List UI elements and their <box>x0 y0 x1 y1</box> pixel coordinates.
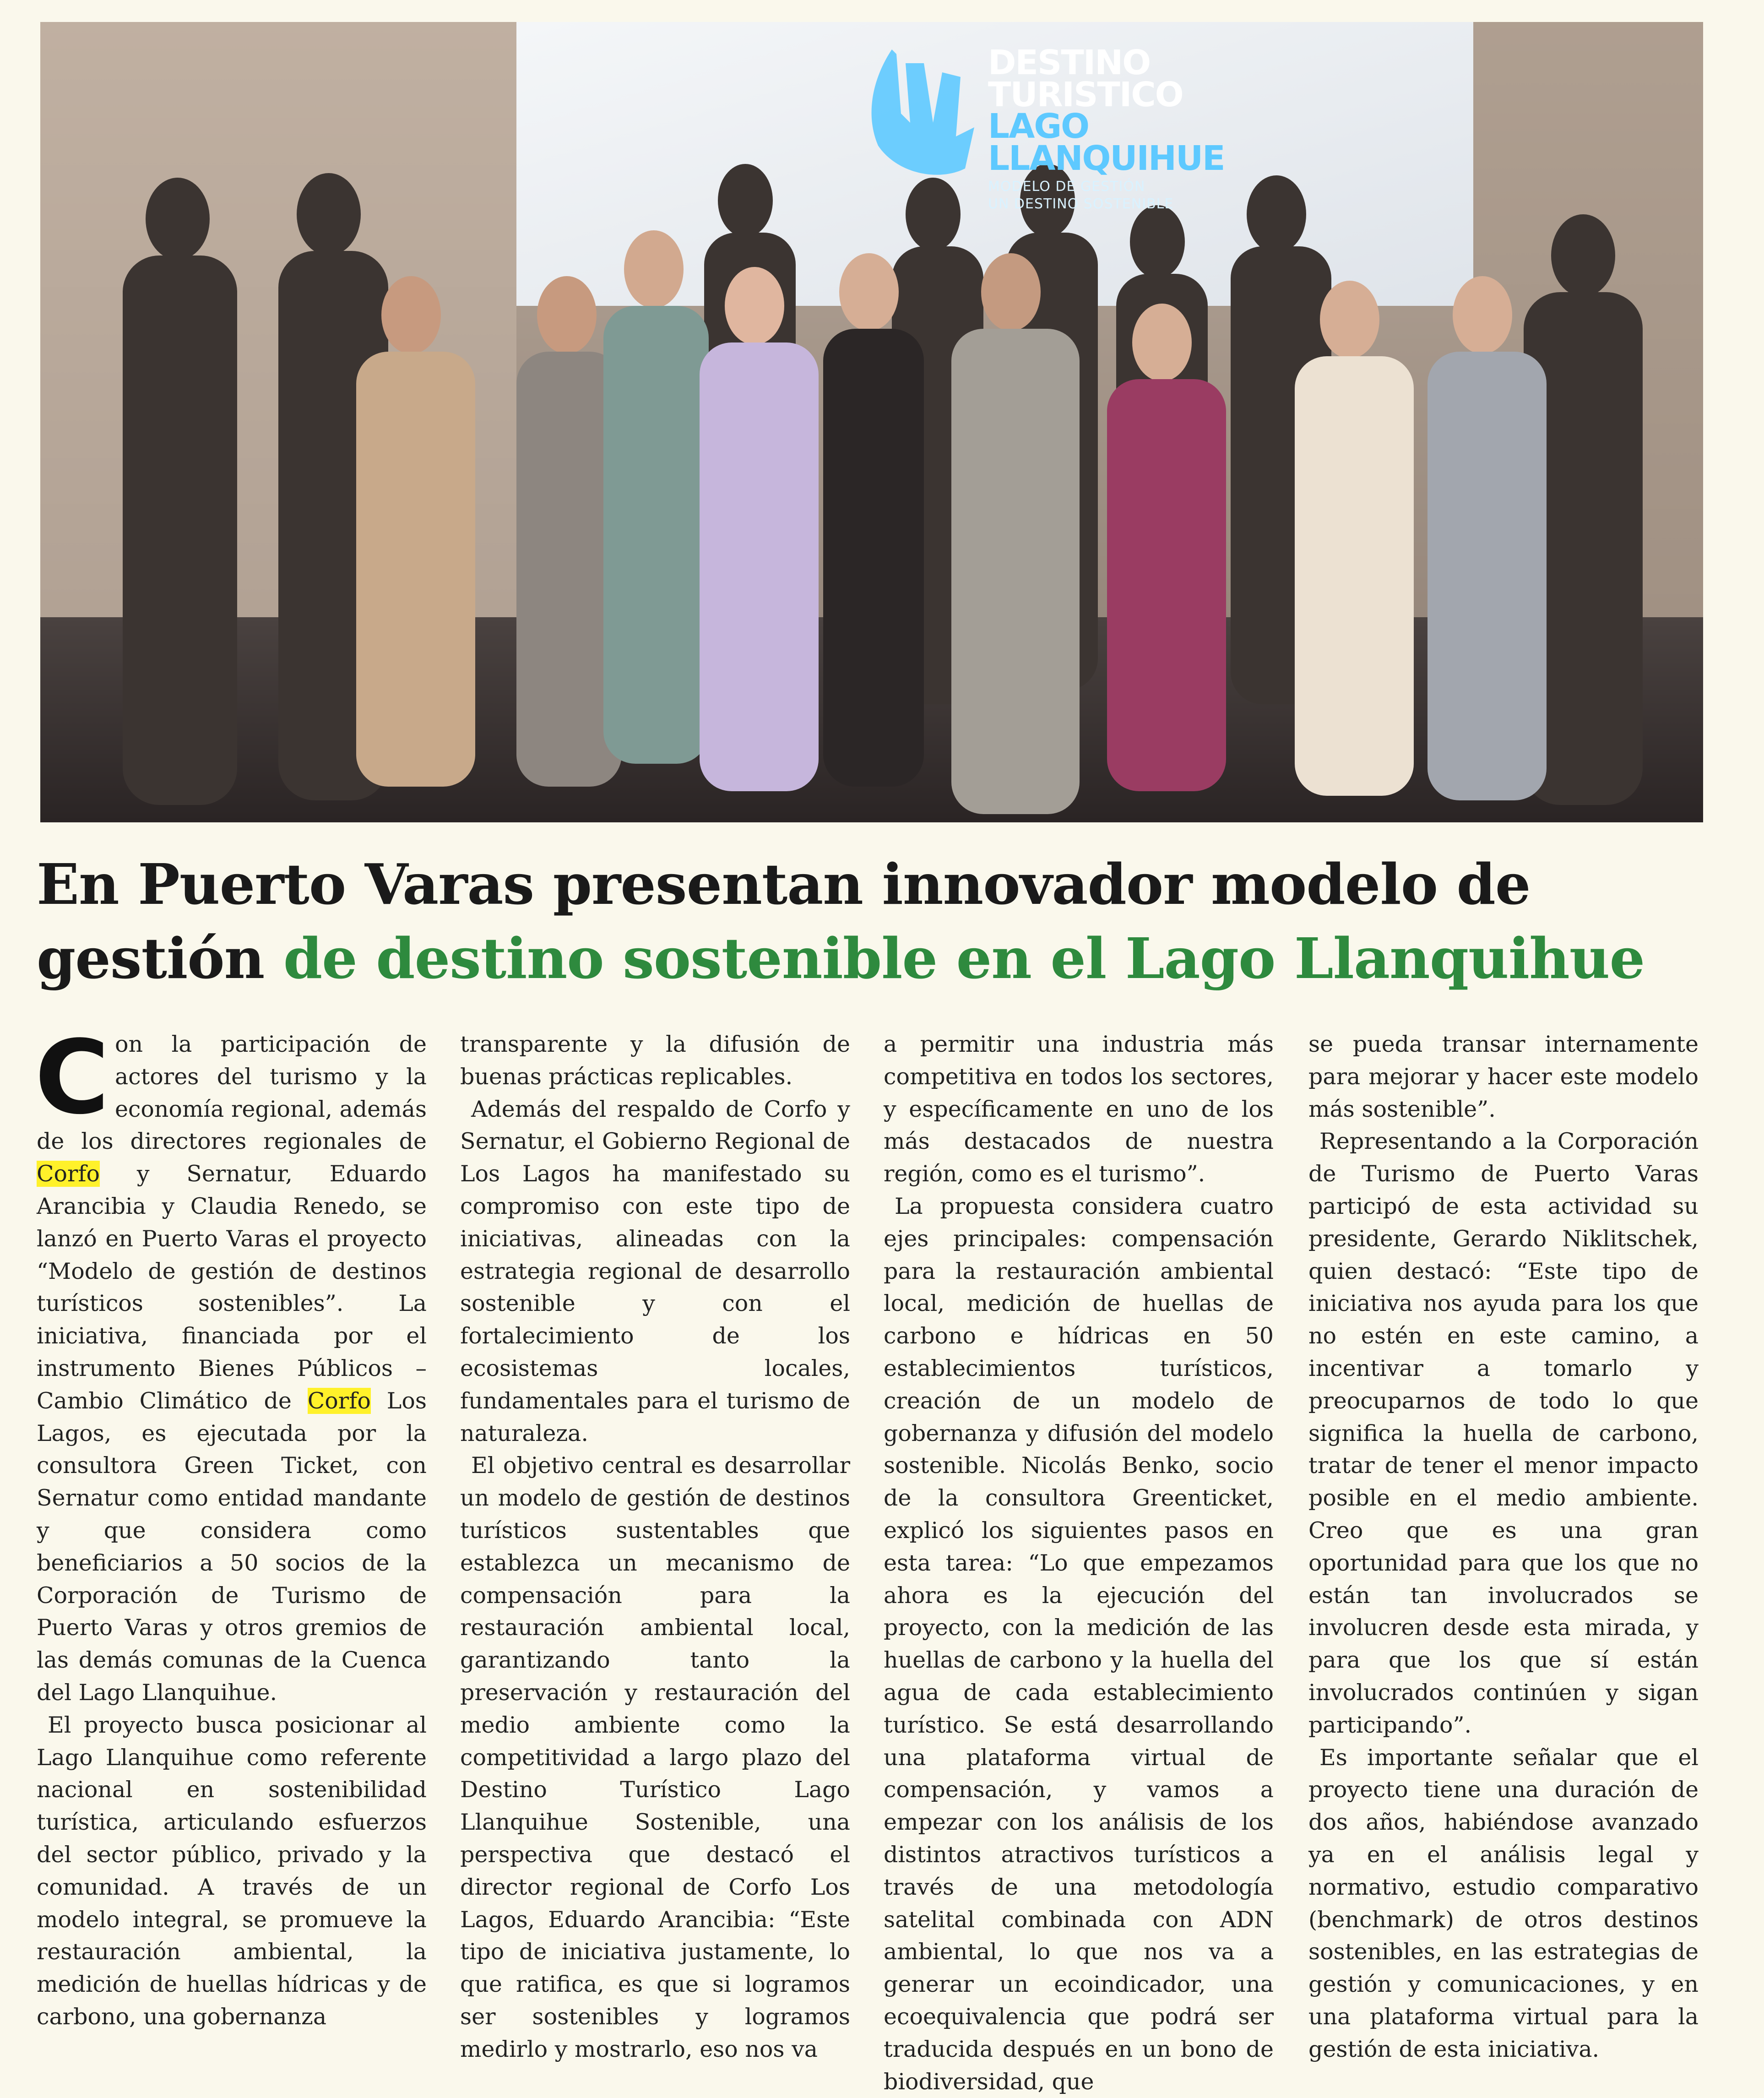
article-column-2 <box>460 1028 850 2066</box>
paragraph-text: y Sernatur, Eduardo Arancibia y Claudia Renedo, se lanzó en Puerto Varas el proyecto “Modelo de gestión de destinos turísticos sostenibles”. La iniciativa, financiada por el instrumento Bienes Públicos – Cambio Climático de <box>37 1161 427 1414</box>
paragraph: Es importante señalar que el proyecto tiene una duración de dos años, habiéndose avanzado ya en el análisis legal y normativo, estudio comparativo (benchmark) de otros destinos sostenibles, en las estrategias de gestión y comunicaciones, y en una plataforma virtual para la gestión de esta iniciativa. <box>1308 1744 1699 2062</box>
headline-part-2: de destino sostenible en el Lago Llanquihue <box>283 925 1645 991</box>
logo-line-3: LAGO <box>988 107 1089 147</box>
highlighted-term: Corfo <box>307 1387 371 1414</box>
paragraph-text: Los Lagos, es ejecutada por la consultora Green Ticket, con Sernatur como entidad mandante y que considera como beneficiarios a 50 socios de la Corporación de Turismo de Puerto Varas y otros gremios de las demás comunas de la Cuenca del Lago Llanquihue. <box>37 1387 427 1706</box>
article-column-3 <box>884 1028 1274 2098</box>
group-photo <box>40 22 1703 822</box>
group-photo-illustration <box>40 22 1703 822</box>
logo-sub-1: MODELO DE GESTIÓN <box>988 179 1145 195</box>
headline-part-1: En Puerto Varas presentan innovador modelo de gestión <box>37 851 1531 991</box>
paragraph: Además del respaldo de Corfo y Sernatur, el Gobierno Regional de Los Lagos ha manifestado su compromiso con este tipo de iniciativas, alineadas con la estrategia regional de desarrollo sostenible y con el fortalecimiento de los ecosistemas locales, fundamentales para el turismo de naturaleza. <box>460 1096 850 1446</box>
paragraph: se pueda transar internamente para mejorar y hacer este modelo más sostenible”. <box>1308 1031 1699 1122</box>
paragraph-text: on la participación de actores del turismo y la economía regional, además de los directores regionales de <box>37 1031 427 1155</box>
paragraph <box>35 1019 427 1709</box>
logo-sub-2: UN DESTINO SOSTENIBLE <box>988 196 1174 212</box>
paragraph: El objetivo central es desarrollar un modelo de gestión de destinos turísticos sustentables que establezca un mecanismo de compensación para la restauración ambiental local, garantizando tanto la preservación y restauración del medio ambiente como la competitividad a largo plazo del Destino Turístico Lago Llanquihue Sostenible, una perspectiva que destacó el director regional de Corfo Los Lagos, Eduardo Arancibia: “Este tipo de iniciativa justamente, lo que ratifica, es que si logramos ser sostenibles y logramos medirlo y mostrarlo, eso nos va <box>460 1452 850 2062</box>
paragraph: El proyecto busca posicionar al Lago Llanquihue como referente nacional en sostenibilidad turística, articulando esfuerzos del sector público, privado y la comunidad. A través de un modelo integral, se promueve la restauración ambiental, la medición de huellas hídricas y de carbono, una gobernanza <box>37 1712 427 2030</box>
screen-logo <box>988 43 1225 212</box>
paragraph: Representando a la Corporación de Turismo de Puerto Varas participó de esta actividad su presidente, Gerardo Niklitschek, quien destacó: “Este tipo de iniciativa nos ayuda para los que no estén en este camino, a incentivar a tomarlo y preocuparnos de todo lo que significa la huella de carbono, tratar de tener el menor impacto posible en el medio ambiente. Creo que es una gran oportunidad para que los que no están tan involucrados se involucren desde esta mirada, y para que los que sí están involucrados continúen y sigan participando”. <box>1308 1128 1699 1738</box>
logo-line-4: LLANQUIHUE <box>988 138 1225 178</box>
article-column-4 <box>1308 1028 1699 2066</box>
paragraph: La propuesta considera cuatro ejes principales: compensación para la restauración ambiental local, medición de huellas de carbono e hídricas en 50 establecimientos turísticos, creación de un modelo de gobernanza y difusión del modelo sostenible. Nicolás Benko, socio de la consultora Greenticket, explicó los siguientes pasos en esta tarea: “Lo que empezamos ahora es la ejecución del proyecto, con la medición de las huellas de carbono y la huella del agua de cada establecimiento turístico. Se está desarrollando una plataforma virtual de compensación, y vamos a empezar con los análisis de los distintos atractivos turísticos a través de una metodología satelital combinada con ADN ambiental, lo que nos va a generar un ecoindicador, una ecoequivalencia que podrá ser traducida después en un bono de biodiversidad, que <box>884 1193 1274 2095</box>
logo-line-1: DESTINO <box>988 43 1151 82</box>
article-headline <box>37 847 1731 995</box>
highlighted-term: Corfo <box>37 1161 100 1187</box>
logo-line-2: TURISTICO <box>988 75 1183 114</box>
paragraph: a permitir una industria más competitiva en todos los sectores, y específicamente en uno de los más destacados de nuestra región, como es el turismo”. <box>884 1031 1274 1187</box>
drop-cap: C <box>35 1019 109 1137</box>
paragraph: transparente y la difusión de buenas prácticas replicables. <box>460 1031 850 1090</box>
article-column-1 <box>35 1019 427 2033</box>
